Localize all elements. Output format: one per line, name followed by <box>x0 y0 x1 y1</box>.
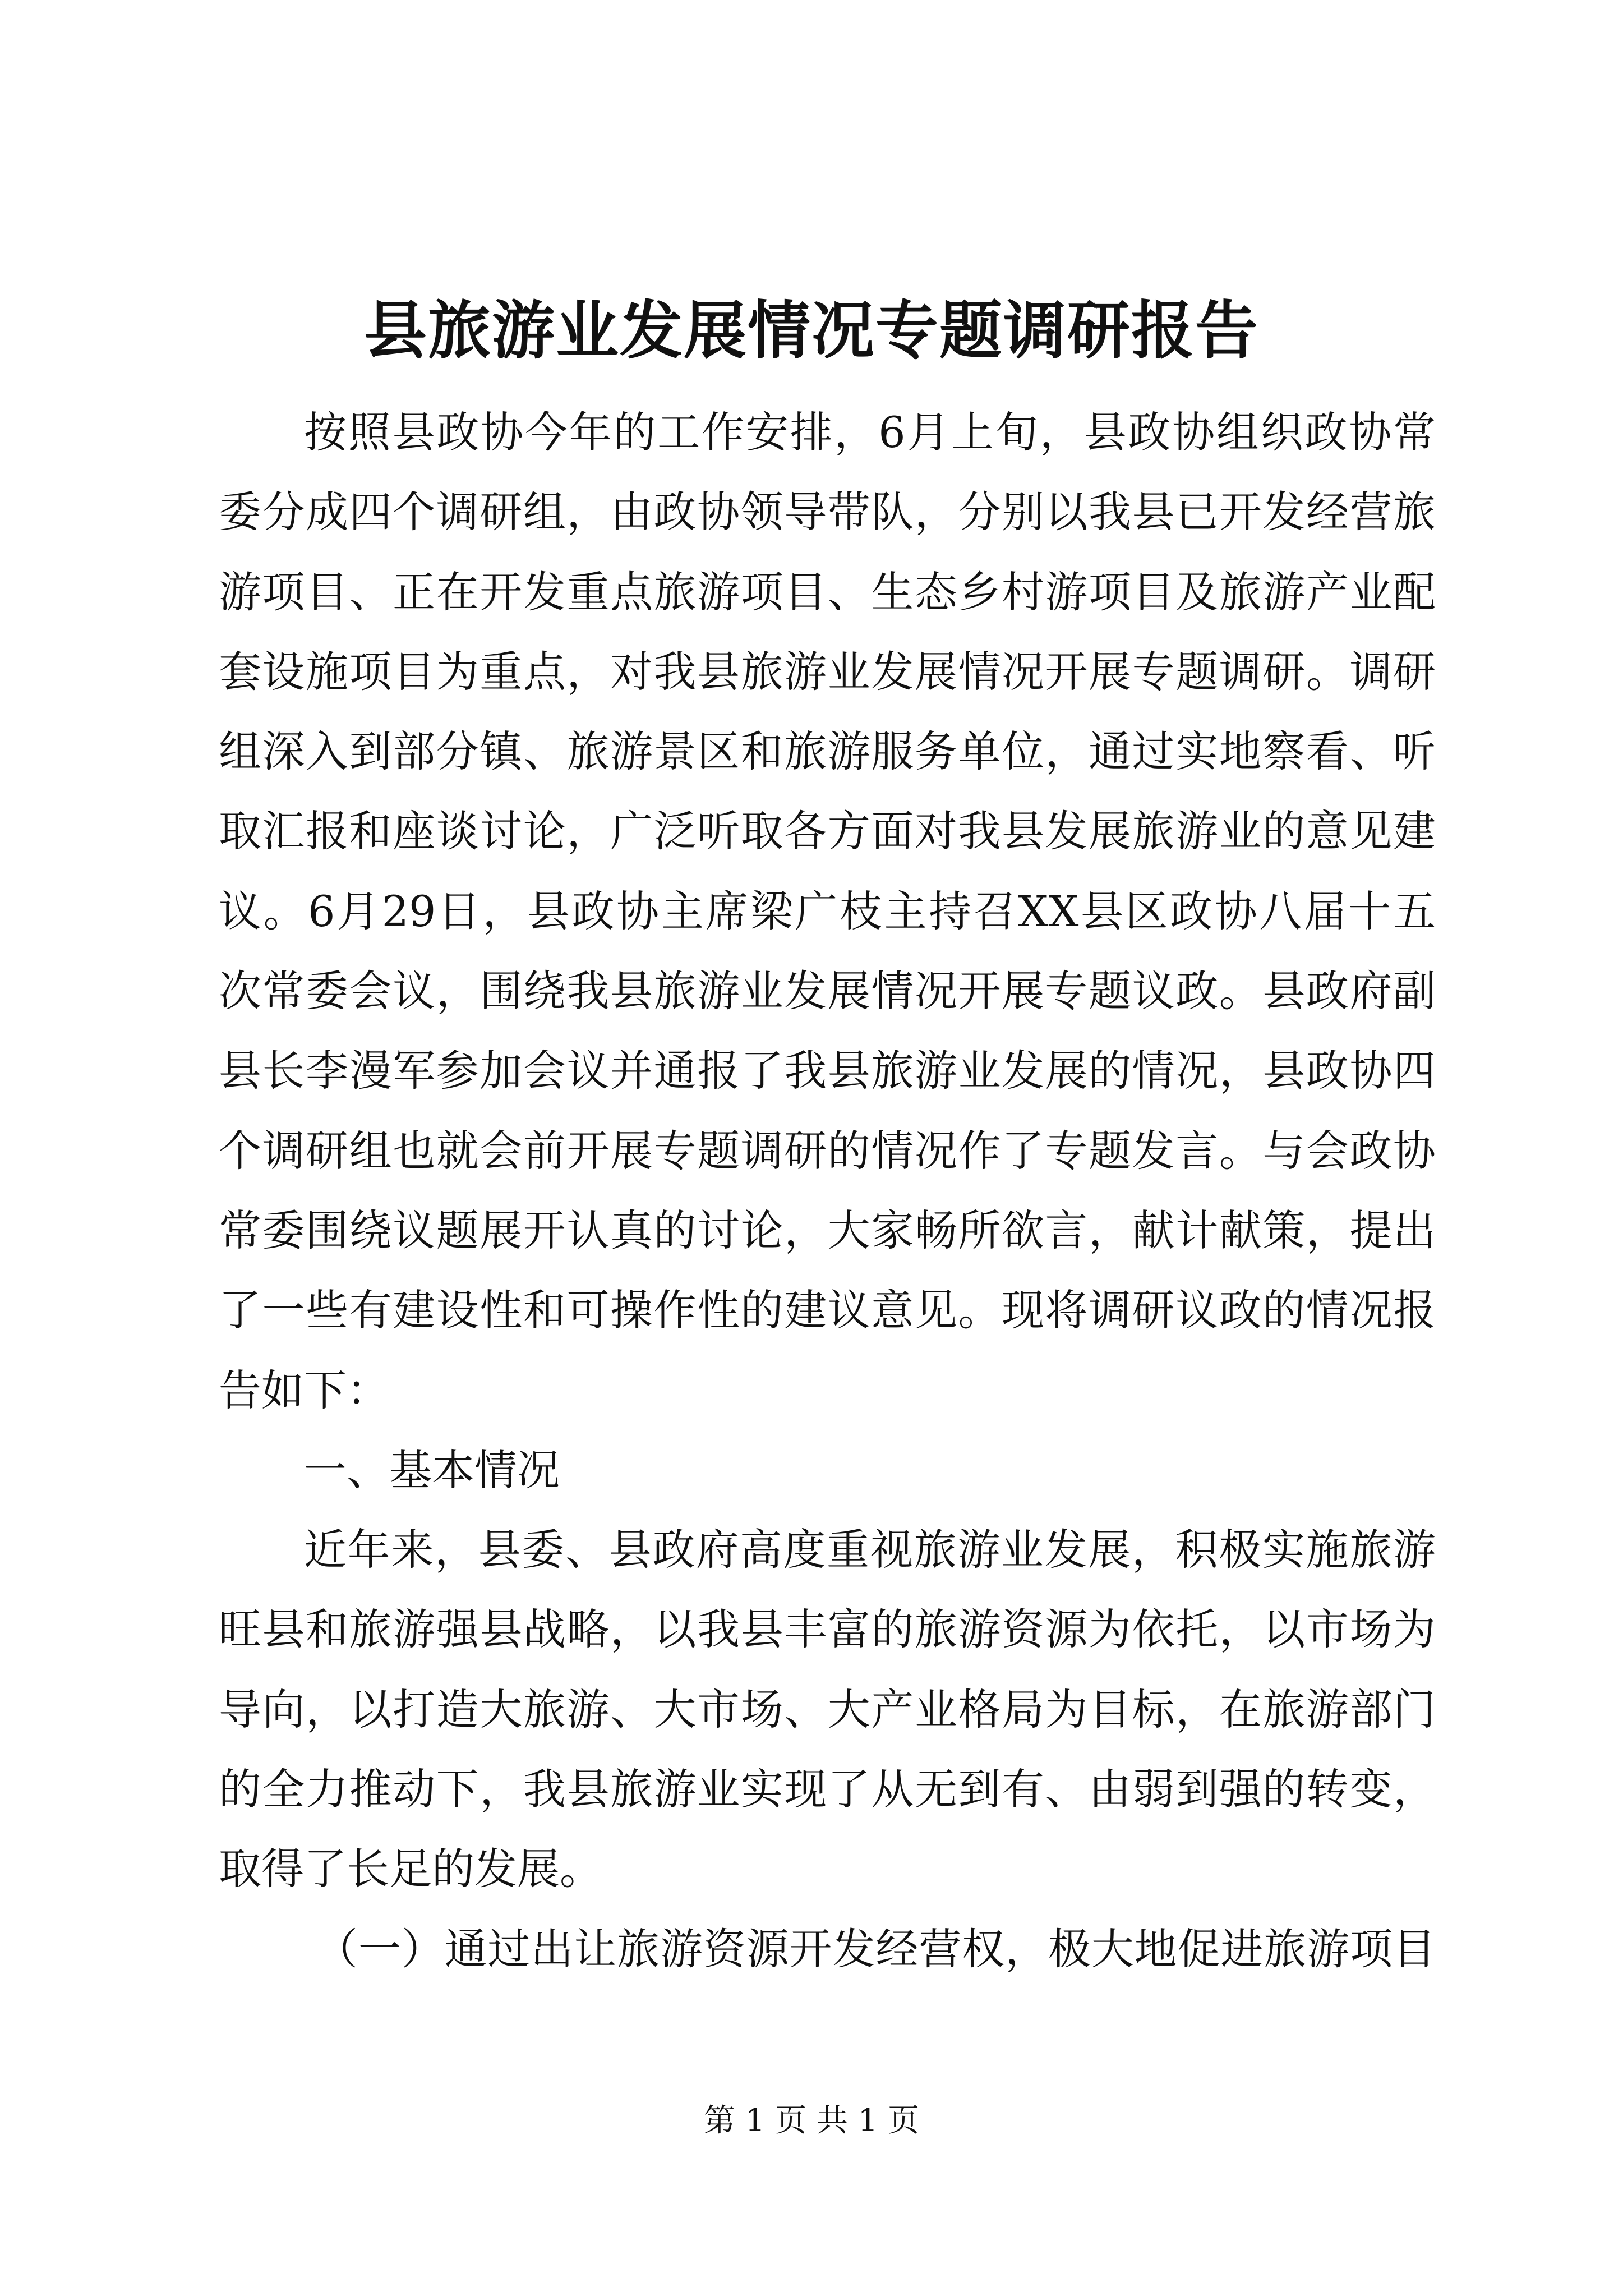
page-number: 第 1 页 共 1 页 <box>703 2102 920 2139</box>
document-title: 县旅游业发展情况专题调研报告 <box>364 294 1259 367</box>
paragraph-line: 游项目、正在开发重点旅游项目、生态乡村游项目及旅游产业配 <box>219 567 1436 617</box>
paragraph-line: 次常委会议，围绕我县旅游业发展情况开展专题议政。县政府副 <box>219 966 1436 1016</box>
paragraph-line: 组深入到部分镇、旅游景区和旅游服务单位，通过实地察看、听 <box>219 726 1436 777</box>
paragraph-line: 近年来，县委、县政府高度重视旅游业发展，积极实施旅游 <box>304 1525 1436 1575</box>
paragraph-line: 取汇报和座谈讨论，广泛听取各方面对我县发展旅游业的意见建 <box>219 806 1436 857</box>
subsection-heading: （一）通过出让旅游资源开发经营权，极大地促进旅游项目 <box>315 1924 1436 1974</box>
section-heading: 一、基本情况 <box>304 1444 560 1495</box>
paragraph-line: 旺县和旅游强县战略，以我县丰富的旅游资源为依托，以市场为 <box>219 1604 1436 1655</box>
paragraph-line: 个调研组也就会前开展专题调研的情况作了专题发言。与会政协 <box>219 1125 1436 1176</box>
paragraph-line: 的全力推动下，我县旅游业实现了从无到有、由弱到强的转变， <box>219 1764 1436 1815</box>
paragraph-line: 常委围绕议题展开认真的讨论，大家畅所欲言，献计献策，提出 <box>219 1205 1436 1255</box>
paragraph-line: 导向，以打造大旅游、大市场、大产业格局为目标，在旅游部门 <box>219 1684 1436 1734</box>
paragraph-line: 按照县政协今年的工作安排，6月上旬，县政协组织政协常 <box>304 407 1436 457</box>
paragraph-line: 委分成四个调研组，由政协领导带队，分别以我县已开发经营旅 <box>219 487 1436 537</box>
paragraph-line: 取得了长足的发展。 <box>219 1844 602 1894</box>
paragraph-line: 县长李漫军参加会议并通报了我县旅游业发展的情况，县政协四 <box>219 1046 1436 1096</box>
document-body <box>219 393 1436 1989</box>
paragraph-line: 套设施项目为重点，对我县旅游业发展情况开展专题调研。调研 <box>219 646 1436 697</box>
paragraph-line: 告如下： <box>219 1365 389 1415</box>
paragraph-line: 了一些有建设性和可操作性的建议意见。现将调研议政的情况报 <box>219 1285 1436 1336</box>
paragraph-line: 议。6月29日，县政协主席梁广枝主持召XX县区政协八届十五 <box>219 886 1436 936</box>
